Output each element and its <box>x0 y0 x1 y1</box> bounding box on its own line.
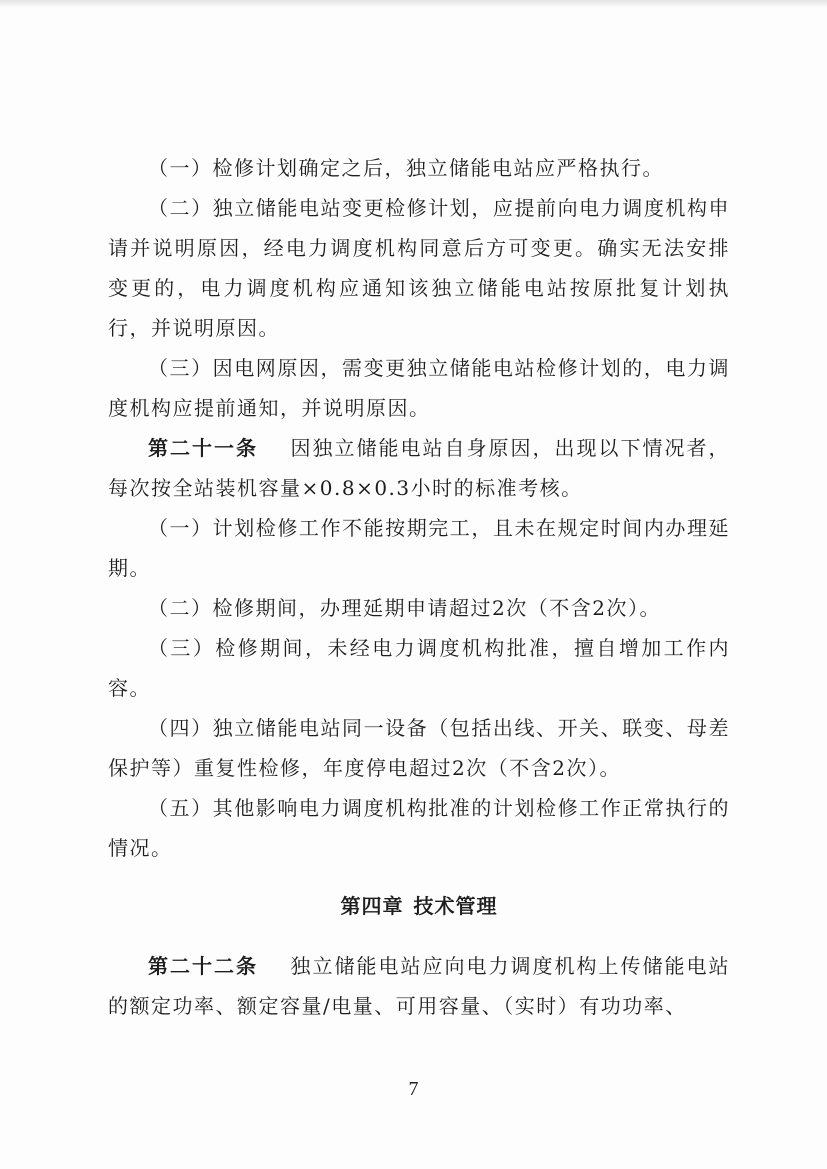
paragraph-item-1: （一）检修计划确定之后，独立储能电站应严格执行。 <box>148 156 664 180</box>
chapter-heading <box>108 886 730 926</box>
article-21-item-2: （二）检修期间，办理延期申请超过2次（不含2次）。 <box>148 596 661 620</box>
chapter-number: 第四章 <box>340 894 404 918</box>
article-21 <box>108 428 730 508</box>
page-number: 7 <box>408 1078 419 1100</box>
scan-top-edge <box>0 0 827 7</box>
article-21-text: 因独立储能电站自身原因，出现以下情况者，每次按全站装机容量×0.8×0.3小时的标准考核。 <box>108 436 730 500</box>
article-22-text: 独立储能电站应向电力调度机构上传储能电站的额定功率、额定容量/电量、可用容量、（实时）有功功率、 <box>108 954 730 1018</box>
chapter-title-text: 技术管理 <box>413 894 498 918</box>
paragraph-item-3: （三）因电网原因，需变更独立储能电站检修计划的，电力调度机构应提前通知，并说明原因。 <box>108 356 730 420</box>
article-21-item-1: （一）计划检修工作不能按期完工，且未在规定时间内办理延期。 <box>108 516 730 580</box>
paragraph-item-2: （二）独立储能电站变更检修计划，应提前向电力调度机构申请并说明原因，经电力调度机构同意后方可变更。确实无法安排变更的，电力调度机构应通知该独立储能电站按原批复计划执行，并说明原因。 <box>108 196 730 340</box>
document-body <box>108 148 730 1026</box>
article-21-item-4: （四）独立储能电站同一设备（包括出线、开关、联变、母差保护等）重复性检修，年度停电超过2次（不含2次）。 <box>108 716 730 780</box>
article-21-item-3: （三）检修期间，未经电力调度机构批准，擅自增加工作内容。 <box>108 636 730 700</box>
article-21-item-5: （五）其他影响电力调度机构批准的计划检修工作正常执行的情况。 <box>108 796 730 860</box>
article-22-number: 第二十二条 <box>148 954 258 978</box>
article-22 <box>108 946 730 1026</box>
article-21-number: 第二十一条 <box>148 436 258 460</box>
